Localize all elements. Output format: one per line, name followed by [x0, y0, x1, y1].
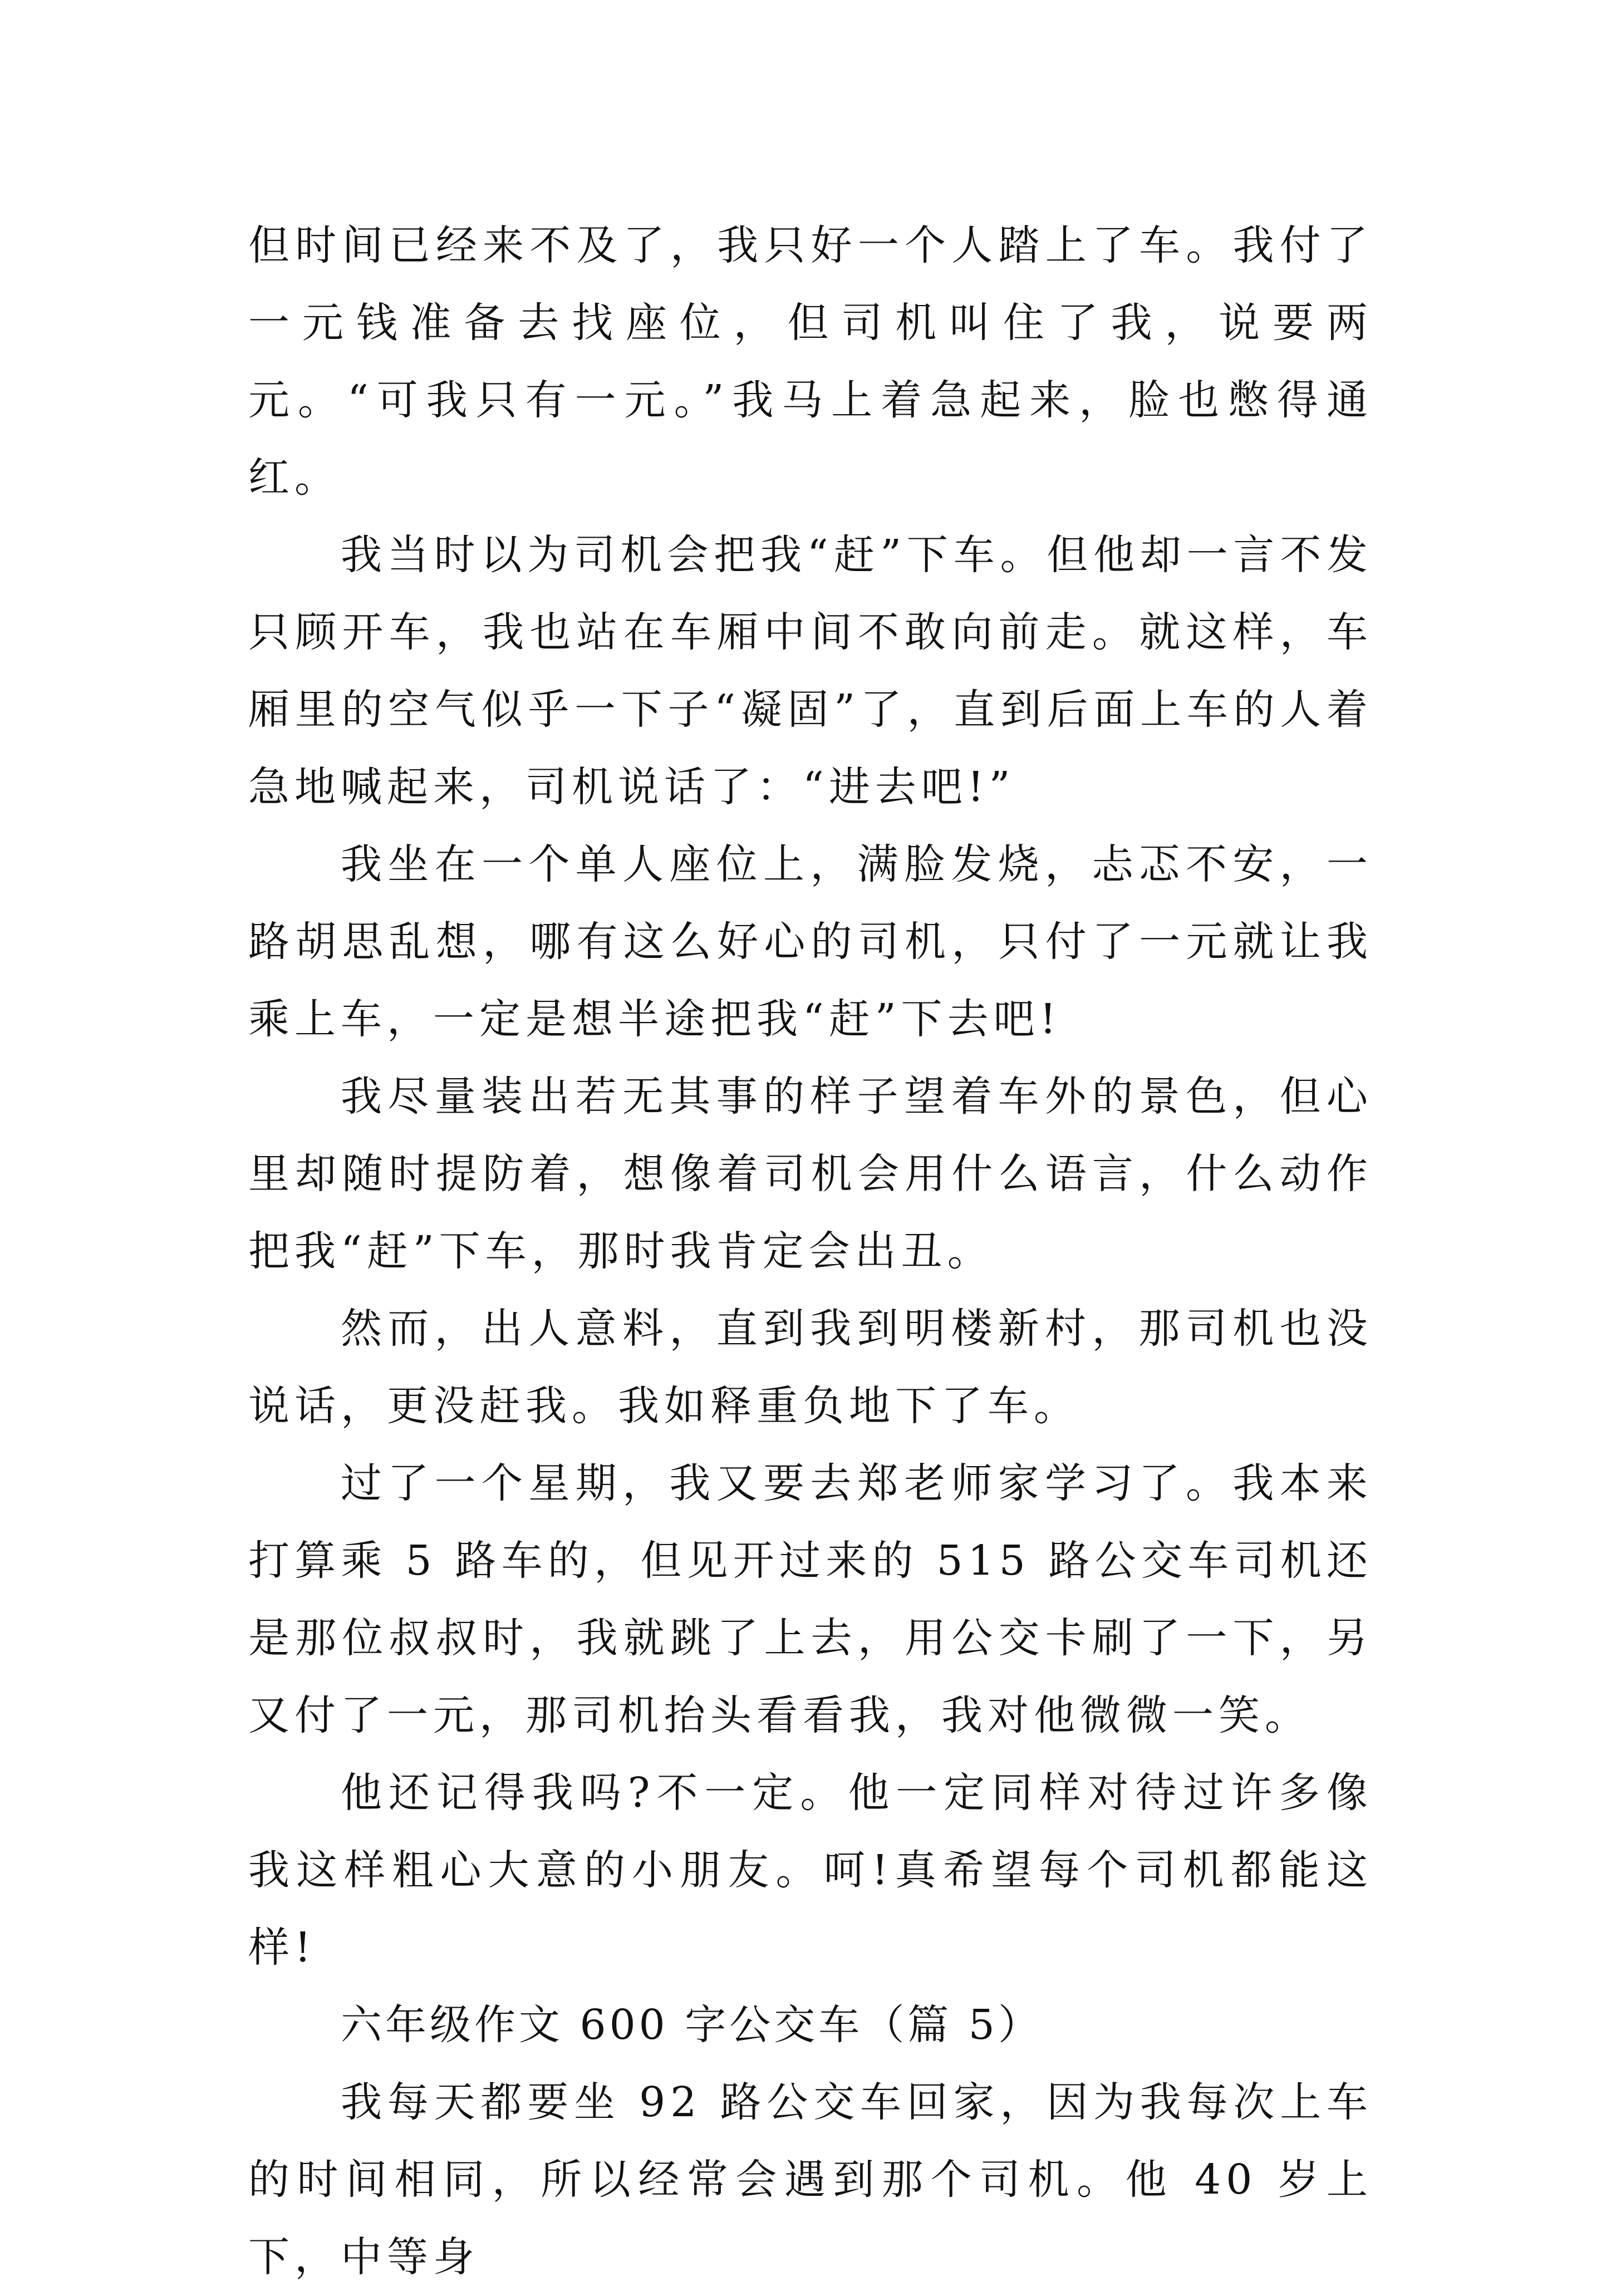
section-heading: 六年级作文 600 字公交车（篇 5） [341, 2001, 1043, 2049]
document-body [248, 207, 1373, 2296]
paragraph-8: 我每天都要坐 92 路公交车回家，因为我每次上车的时间相同，所以经常会遇到那个司机。他 40 岁上下，中等身 [248, 2078, 1373, 2281]
paragraph-7: 他还记得我吗?不一定。他一定同样对待过许多像我这样粗心大意的小朋友。呵!真希望每个司机都能这样! [248, 1769, 1373, 1971]
paragraph-2: 我当时以为司机会把我“赶”下车。但他却一言不发只顾开车，我也站在车厢中间不敢向前走。就这样，车厢里的空气似乎一下子“凝固”了，直到后面上车的人着急地喊起来，司机说话了：“进去吧!” [248, 531, 1373, 811]
paragraph-3: 我坐在一个单人座位上，满脸发烧，忐忑不安，一路胡思乱想，哪有这么好心的司机，只付了一元就让我乘上车，一定是想半途把我“赶”下去吧! [248, 840, 1373, 1043]
paragraph-5: 然而，出人意料，直到我到明楼新村，那司机也没说话，更没赶我。我如释重负地下了车。 [248, 1305, 1373, 1430]
paragraph-4: 我尽量装出若无其事的样子望着车外的景色，但心里却随时提防着，想像着司机会用什么语言，什么动作把我“赶”下车，那时我肯定会出丑。 [248, 1073, 1373, 1275]
paragraph-6: 过了一个星期，我又要去郑老师家学习了。我本来打算乘 5 路车的，但见开过来的 515 路公交车司机还是那位叔叔时，我就跳了上去，用公交卡刷了一下，另又付了一元，那司机抬头看看我，我对他微微一笑。 [248, 1459, 1373, 1739]
paragraph-1: 但时间已经来不及了，我只好一个人踏上了车。我付了一元钱准备去找座位，但司机叫住了我，说要两元。“可我只有一元。”我马上着急起来，脸也憋得通红。 [248, 222, 1373, 502]
